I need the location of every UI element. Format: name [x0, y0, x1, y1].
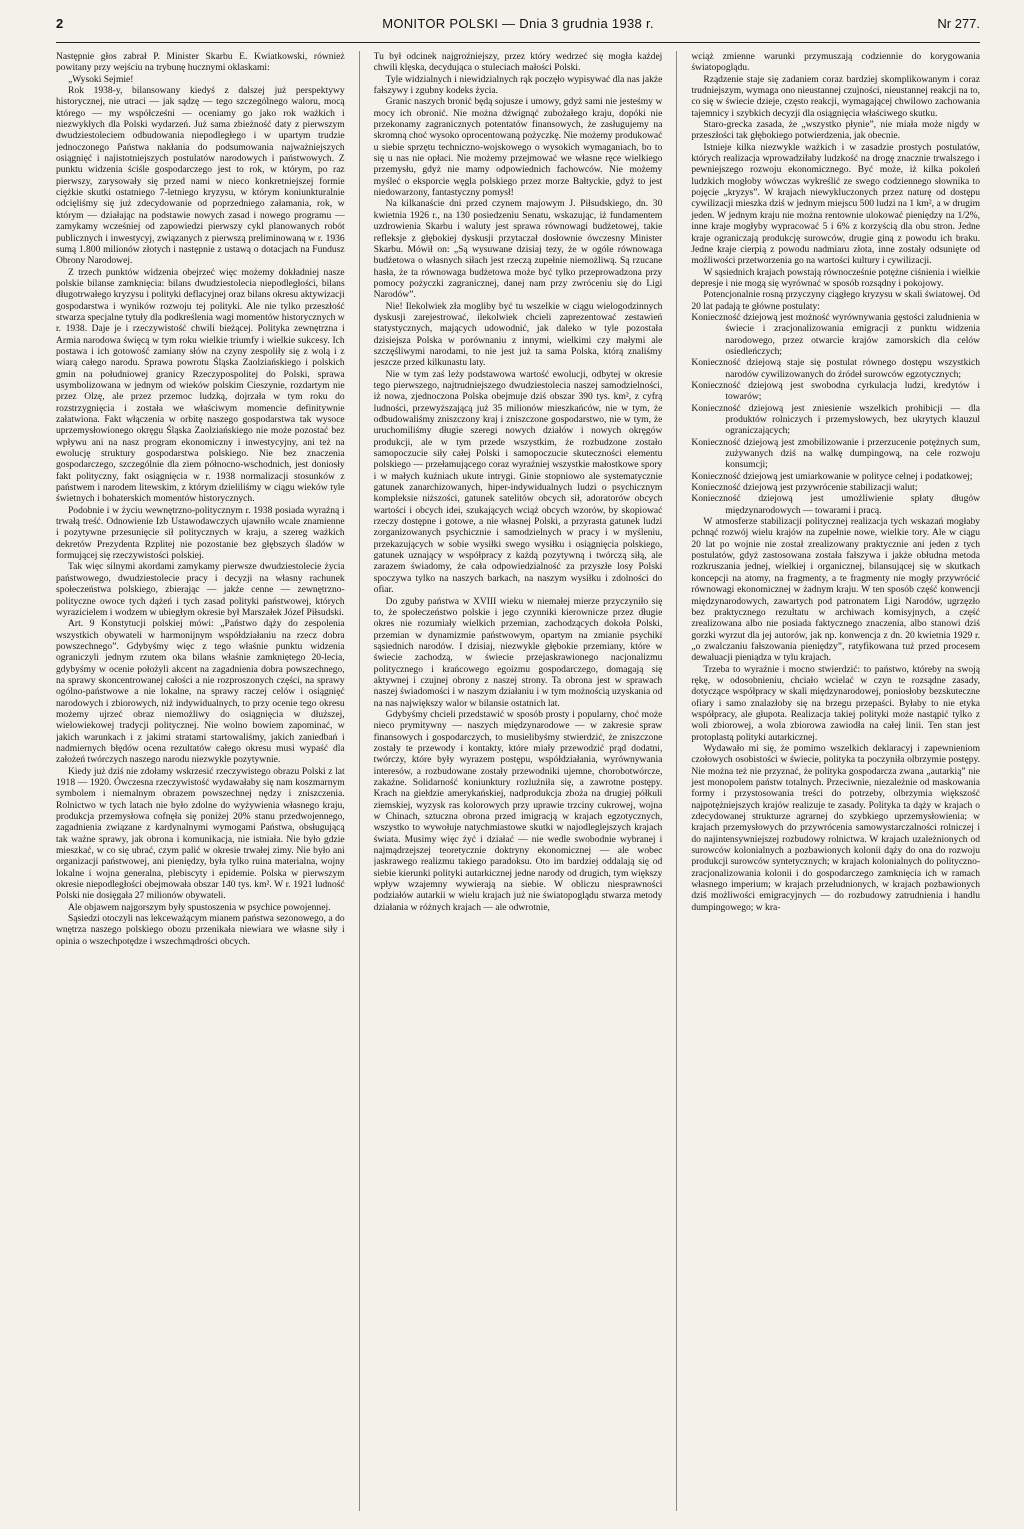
postulate-item	[691, 437, 980, 471]
postulate-text: dziejową jest możność wyrównywania gęstości zaludnienia w świecie i zracjonalizowania emigracji z punktu widzenia narodowego, przez otwarcie krajów zamorskich dla celów osiedleńczych;	[725, 311, 981, 357]
header-rule	[56, 42, 980, 43]
postulate-item	[691, 380, 980, 403]
postulate-lead: Konieczność	[691, 379, 741, 391]
column-2	[374, 51, 663, 1511]
postulate-item	[691, 403, 980, 437]
paragraph: Z trzech punktów widzenia obejrzeć więc możemy dokładniej nasze polskie bilanse zamknięcia: bilans dwudziestolecia niepodległości, bilans długotrwałego kryzysu i polityki deflacyjnej oraz bilans okresu aktywizacji gospodarstwa i wyników rozwoju tej polityki. Ale nie tylko przeszłość stwarza specjalne tytuły dla podkreślenia wagi momentów historycznych w r. 1938. Daje je i rzeczywistość chwili bieżącej. Polityka zewnętrzna i Armia narodowa święcą w tym roku wielkie triumfy i wielkie sukcesy. Ich postawa i ich gotowość zamiany słów na czyny zespoliły się z wolą i z wiarą całego narodu. Sprawa powrotu Śląska Zaolziańskiego i polskich gmin na południowej granicy Rzeczypospolitej do Polski, sprawa usymbolizowana w jednym od wieków polskim Cieszynie, rozdartym nie przez Olzę, ale przez przemoc ludzką, dojrzała w tym roku do rozstrzygnięcia i została we właściwym momencie definitywnie załatwiona. Fakt włączenia w orbitę naszego gospodarstwa tak wysoce uprzemysłowionego okręgu Śląska Zaolziańskiego nie może pozostać bez wpływu ani na nasz program ekonomiczny i inwestycyjny, ani też na ewolucję struktury gospodarstwa polskiego. Nie bez znaczenia gospodarczego, szczególnie dla ziem północno-wschodnich, jest doniosły fakt polityczny, fakt osiągnięcia w r. 1938 normalizacji stosunków z państwem i narodem litewskim, z którym dzieliliśmy w ciągu wieków tyle świetnych i bohaterskich momentów historycznych.	[56, 266, 345, 505]
postulate-text: dziejową jest zniesienie wszelkich prohibicji — dla produktów rolniczych i przemysłowych, bez ukrytych klauzul ograniczających;	[725, 402, 981, 437]
paragraph: Rządzenie staje się zadaniem coraz bardziej skomplikowanym i coraz trudniejszym, wymaga ono nieustannej czujności, nieustannej reakcji na to, co się w świecie dzieje, często reakcji, wymagającej chwilowo zachowania tajemnicy i szybkich decyzji dla osiągnięcia właściwego skutku.	[691, 73, 981, 119]
page-header	[56, 14, 980, 36]
paragraph: Art. 9 Konstytucji polskiej mówi: „Państwo dąży do zespolenia wszystkich obywateli w harmonijnym współdziałaniu na rzecz dobra powszechnego”. Gdybyśmy więc z tego właśnie punktu widzenia ograniczyli jednym rzutem oka bilans właśnie zamkniętego 20-lecia, gdybyśmy w ocenie położyli akcent na zagadnienia dobra powszechnego, na sprawy skoncentrowanej całości a nie rozproszonych części, na sprawy ogólno-państwowe a nie lokalne, na sprawy raczej celów i osiągnięć narodowych i zbiorowych, niż indywidualnych, to przy ocenie tego okresu możemy ujrzeć obraz niemożliwy do osiągnięcia w dłuższej, wielowiekowej tradycji politycznej. Nie wolno bowiem zapominać, w jakich warunkach i z jakimi stratami startowaliśmy, jakich zaniedbań i nadmiernych błędów ocena rezultatów całego okresu musi wypaść dla założeń twórczych naszego narodu niezwykle pozytywnie.	[56, 618, 345, 766]
postulate-lead: Konieczność	[691, 357, 741, 369]
postulate-lead: Konieczność	[691, 436, 741, 448]
paragraph: Potencjonalnie rosną przyczyny ciągłego kryzysu w skali światowej. Od 20 lat padają te główne postulaty:	[691, 289, 981, 312]
postulate-text: dziejową jest swobodna cyrkulacja ludzi, kredytów i towarów;	[725, 379, 981, 403]
paragraph: Następnie głos zabrał P. Minister Skarbu E. Kwiatkowski, również powitany przy wejściu na trybunę hucznymi oklaskami:	[56, 51, 345, 74]
paragraph: Podobnie i w życiu wewnętrzno-politycznym r. 1938 posiada wyraźną i trwałą treść. Odnowienie Izb Ustawodawczych ujawniło wcale znamienne i pozytywne przesunięcie sił politycznych w kraju, a szereg ważkich dekretów Prezydenta Rzplitej nie pozostanie bez głębszych śladów w formującej się rzeczywistości polskiej.	[56, 504, 345, 562]
paragraph: Nie w tym zaś leży podstawowa wartość ewolucji, odbytej w okresie tego pierwszego, najtrudniejszego dwudziestolecia naszej samodzielności, iż nowa, zjednoczona Polska obejmuje dziś obszar 390 tys. km², z cyfrą ludności, przewyższającą już 35 milionów mieszkańców, nie w tym, że odbudowaliśmy zniszczony kraj i zniszczone gospodarstwo, nie w tym, że uruchomiliśmy długie szeregi nowych działów i nowych okręgów produkcji, ale w tym przede wszystkim, że rozbudzone zostało samopoczucie siły całej Polski i samopoczucie skuteczności elementu polskiego — przełamującego coraz wyraźniej wszystkie małostkowe spory i w małych kuźniach ukute intrygi. Ginie stopniowo ale systematycznie gatunek zanarchizowanych, hiper-indywidualnych ludzi o psychicznym kompleksie niższości, gatunek satelitów obcych sił, adoratorów obcych wartości i obcych idei, szukających wciąż obcych wzorów, by skopiować rzeczy dostępne i gotowe, a nie własnej Polski, a przyrasta gatunek ludzi zorganizowanych psychicznie i samodzielnych w pracy i w myśleniu, przekazujących w sobie wysiłki swego wysiłku i osiągnięcia polskiego, gatunek uznający w współpracy z każdą pozytywną i twórczą siłą, ale zarazem świadomy, że cała odpowiedzialność za przyszłe losy Polski spoczywa tylko na naszych barkach, na naszym wysiłku i zdolności do ofiar.	[373, 368, 663, 596]
paragraph: Granic naszych bronić będą sojusze i umowy, gdyż sami nie jesteśmy w mocy ich obronić. Nie można dźwignąć zubożałego kraju, dopóki nie przekonamy zagranicznych potentatów finansowych, że zasługujemy na skromną choć wysoko oprocentowaną pożyczkę. Nie możemy produkować u siebie sprzętu techniczno-wojskowego o wysokich wymaganiach, bo to się u nas nie opłaci. Nie możemy przejmować we własne ręce wielkiego przemysłu, gdyż nie mamy odpowiednich fachowców. Nie możemy myśleć o eksporcie węgla polskiego przez morze Bałtyckie, gdyż to jest niedowarzony, fantastyczny pomysł!	[373, 96, 663, 199]
postulate-text: dziejową jest przywrócenie stabilizacji walut;	[743, 482, 918, 494]
text-columns	[56, 51, 980, 1511]
postulate-lead: Konieczność	[691, 493, 741, 505]
postulate-lead: Konieczność	[691, 482, 741, 494]
column-3	[691, 51, 980, 1511]
paragraph: Gdybyśmy chcieli przedstawić w sposób prosty i popularny, choć może nieco prymitywny — naszych międzynarodowe — w zakresie spraw finansowych i gospodarczych, to musielibyśmy stwierdzić, że zniszczone zostały te przewody i kontakty, które miały przewodzić prąd dodatni, twórczy, które były wyrazem postępu, współdziałania, wyrównywania interesów, a rozbudowane zostały przewodniki ujemne, chorobotwórcze, zakaźne. Solidarność koniunktury rozluźniła się, a zawrotne postępy. Krach na giełdzie amerykańskiej, nadprodukcja zboża na drugiej półkuli ziemskiej, wyzysk ras kolorowych przy uprawie trzciny cukrowej, wojna w Chinach, sztuczna obrona przed imigracją w krajach egzotycznych, wszystko to wywołuje natychmiastowe skutki w najodleglejszych krajach świata. Musimy więc żyć i działać — nie wedle swobodnie wybranej i najmądrzejszej teoretycznie doktryny ekonomicznej — ale wobec jaskrawego realizmu takiego paradoksu. Oto im bardziej oddalają się od siebie kierunki polityki autarkicznej jedne narody od drugich, tym większy wpływ wzajemny wywierają na siebie. W obliczu niesprawności podziałów autarkii w wielu krajach już nie światopoglądu stwarza metody działania w różnych krajach — ale odwrotnie,	[373, 708, 663, 913]
postulate-item	[691, 493, 980, 516]
paragraph: Tak więc silnymi akordami zamykamy pierwsze dwudziestolecie życia państwowego, dwudziestolecie pracy i decyzji na własny rachunek społeczeństwa polskiego, zbierając — jakże cenne — zewnętrzno-polityczne owoce tych dążeń i tych zasad polityki państwowej, których wyrazicielem i wodzem w ubiegłym okresie był Marszałek Józef Piłsudski.	[56, 561, 345, 618]
postulate-item	[691, 312, 980, 357]
masthead-title: MONITOR POLSKI — Dnia 3 grudnia 1938 r.	[382, 16, 654, 31]
column-divider	[359, 51, 360, 1511]
paragraph: Trzeba to wyraźnie i mocno stwierdzić: to państwo, któreby na swoją rękę, w odosobnieniu, chciało wcielać w czyn te rozsądne zasady, dotyczące współpracy w skali międzynarodowej, poniosłoby bezskuteczne ofiary i samo znalazłoby się na brzegu przepaści. Byłaby to nie etyka współpracy, ale głupota. Realizacja takiej polityki może nastąpić tylko z woli zbiorowej, a wola zbiorowa zawiodła na całej linii. Ten stan jest protoplastą polityki autarkicznej.	[691, 663, 981, 743]
paragraph: wciąż zmienne warunki przymuszają codziennie do korygowania światopoglądu.	[691, 51, 981, 74]
paragraph: W sąsiednich krajach powstają równocześnie potężne ciśnienia i wielkie depresje i nie mogą się wyrównać w sposób rozsądny i pokojowy.	[691, 266, 981, 289]
paragraph: W atmosferze stabilizacji politycznej realizacja tych wskazań mogłaby pchnąć rozwój wielu krajów na zupełnie nowe, wielkie tory. Ale w ciągu 20 lat po wojnie nie został zrealizowany praktycznie ani jeden z tych postulatów, gdyż zastosowana została fałszywa i jakże obłudna metoda rozkruszania jednej, wielkiej i organicznej, bilansującej się w skutkach koncepcji na atomy, na fragmenty, a te fragmenty nie mogły przywrócić równowagi ekonomicznej w żadnym kraju. W ten sposób część konwencji międzynarodowych, zawartych pod patronatem Ligi Narodów, ugrzęzło bez praktycznego rezultatu w archiwach komisyjnych, a część zrealizowana albo nie posiada faktycznego znaczenia, albo stanowi dziś gorzki wyrzut dla jej autorów, jak np. konwencja z dn. 20 kwietnia 1929 r. „o zwalczaniu fałszowania pieniędzy”, ratyfikowana tuż przed procesem dewaluacji pieniądza w tylu krajach.	[691, 516, 981, 664]
postulate-text: dziejową jest umożliwienie spłaty długów międzynarodowych — towarami i pracą.	[725, 493, 981, 516]
paragraph: Nie! Ilekolwiek zła mogliby być tu wszelkie w ciągu wielogodzinnych dyskusji zarejestrować, ilekolwiek chcieli zaprezentować zestawień statystycznych, mających udowodnić, jak daleko w tyle pozostała dzisiejsza Polska w porównaniu z innymi, wielkimi czy małymi ale szczęśliwymi narodami, to nie jest już ta sama Polska, którą znaliśmy jeszcze przed kilkunastu laty.	[373, 300, 663, 369]
postulate-item	[691, 482, 980, 493]
paragraph: Istnieje kilka niezwykle ważkich i w zasadzie prostych postulatów, których realizacja wprowadziłaby ludzkość na drogę znacznie trwalszego i pewniejszego rozwoju ekonomicznego. Być może, iż kilka pokoleń ludzkich mogłoby wówczas wykreślić ze swego codziennego słownika to pojęcie „kryzys”. W krajach niewykluczonych przez naturę od dostępu cywilizacji mieszka dziś w jednym miejscu 500 ludzi na 1 km², a w drugim jeden. W jednym kraju nie można rentownie ulokować pieniędzy na 1/2%, inne kraje mogłyby wypracować 5 i 6% z korzyścią dla obu stron. Jedne kraje ograniczają produkcję surowców, drugie giną z powodu ich braku. Jedne kraje cierpią z powodu nadmiaru złota, inne zostały odsunięte od możliwości przetworzenia go na wartości kultury i cywilizacji.	[691, 141, 981, 267]
postulate-text: dziejową jest zmobilizowanie i przerzucenie potężnych sum, zużywanych dziś na walkę dumpingową, na cele rozwoju konsumcji;	[725, 436, 981, 471]
paragraph: Sąsiedzi otoczyli nas lekceważącym mianem państwa sezonowego, a do wnętrza naszego polskiego obozu przenikała niewiara we własne siły i opinia o wszechpotędze i wszechmądrości obcych.	[56, 913, 345, 947]
column-divider	[676, 51, 677, 1511]
postulate-lead: Konieczność	[691, 470, 741, 482]
paragraph: Kiedy już dziś nie zdołamy wskrzesić rzeczywistego obrazu Polski z lat 1918 — 1920. Ówczesna rzeczywistość wydawałaby się nam koszmarnym symbolem i niemalnym obrazem powszechnej nędzy i zniszczenia. Rolnictwo w tych latach nie było zdolne do wyżywienia własnego kraju, produkcja przemysłowa cofnęła się poniżej 20% stanu przedwojennego, zagadnienia związane z kardynalnymi wymogami Państwa, obsługującą tak ważne sprawy, jak obrona i komunikacja, nie istniała. Nie było gdzie mieszkać, w co się ubrać, czym palić w okresie trwałej zimy. Nie było ani organizacji państwowej, ani pieniędzy, była tylko ruina materialna, wojny lokalne i wojna generalna, plebiscyty i epidemie. Polska w pierwszym okresie niepodległości obejmowała obszar 140 tys. km². W r. 1921 ludność Polski nie dosięgała 27 milionów obywateli.	[56, 765, 345, 902]
postulate-item	[691, 471, 980, 482]
paragraph: Tu był odcinek najgroźniejszy, przez który wedrzeć się mogła każdej chwili klęska, decydująca o stuleciach małości Polski.	[373, 51, 663, 74]
postulate-lead: Konieczność	[691, 402, 741, 414]
paragraph: Do zguby państwa w XVIII wieku w niemałej mierze przyczyniło się to, że społeczeństwo polskie i jego czynniki kierownicze przez długie okres nie rozumiały wielkich przemian, zachodzących dokoła Polski, przemian w dynamizmie państwowym, opartym na zmianie psychiki sąsiednich narodów. I dzisiaj, niezwykle głębokie przemiany, które w świecie zachodzą, w świecie przejaskrawionego nacjonalizmu politycznego i krańcowego egoizmu gospodarczego, domagają się aktywnej i czujnej obrony z naszej strony. Ta obrona jest w sprawach naszej świadomości i w naszym działaniu i w tym możnością uzyskania od na nas największy walor w bilansie ostatnich lat.	[373, 595, 663, 709]
issue-number: Nr 277.	[937, 16, 980, 31]
postulates-list	[691, 312, 980, 516]
paragraph: Rok 1938-y, bilansowany kiedyś z dalszej już perspektywy historycznej, nie utraci — jak sądzę — tego szczególnego waloru, mocą którego — my współcześni — oceniamy go jako rok ważkich i niezwykłych dla Polski wydarzeń. Już sama zbieżność daty z pierwszym dwudziestoleciem odbudowania niepodległego i w upartym trudzie jednoczonego Państwa nakłania do podsumowania najważniejszych osiągnięć i najistotniejszych postulatów narodowych i państwowych. Z punktu widzenia ściśle gospodarczego jest to rok, w którym, po raz pierwszy, zarysowały się przed nami w nieco konkretniejszej formie ciężkie skutki ostatniego 7-letniego kryzysu, w którym koniunkturalnie odcięliśmy się już zdecydowanie od poprzedniego załamania, rok, w którym — działając na podstawie nowych zasad i nowego programu — zamykamy wcześniej od zapowiedzi pierwszy cykl planowanych robót publicznych i inwestycyj, związanych z pierwszą preliminowaną w r. 1936 sumą 1.800 milionów złotych i następnie z ustawą o dotacjach na Fundusz Obrony Narodowej.	[56, 85, 345, 267]
column-1	[56, 51, 345, 1511]
postulate-lead: Konieczność	[691, 311, 741, 323]
page-number: 2	[56, 16, 64, 31]
paragraph: Tyle widzialnych i niewidzialnych rąk poczęło wypisywać dla nas jakże fałszywy i zgubny kodeks życia.	[373, 73, 663, 97]
postulate-item	[691, 357, 980, 380]
paragraph: „Wysoki Sejmie!	[68, 73, 134, 85]
paragraph: Wydawało mi się, że pomimo wszelkich deklaracyj i zapewnieniom czołowych osobistości w świecie, polityka ta poczyniła olbrzymie postępy. Nie można też nie przyznać, że polityka gospodarcza zwana „autarkią” nie jest monopolem państw totalnych. Przeciwnie, niezależnie od maskowania formy i przystosowania treści do potrzeby, olbrzymia większość najpotężniejszych krajów realizuje te zasady. Polityka ta dąży w krajach o zdecydowanej strukturze agrarnej do szybkiego uprzemysłowienia; w krajach przemysłowych do przywrócenia samowystarczalności rolniczej i do najintensywniejszej rozbudowy rolnictwa. W krajach uzależnionych od surowców kolonialnych a pozbawionych kolonii dąży do ona do rozwoju produkcji surowców syntetycznych; w krajach kolonialnych do polityczno-zracjonalizowania kolonii i do gospodarczego zamknięcia ich w ramach własnego imperium; w krajach przeludnionych, w krajach pozbawionych dziś możliwości emigracyjnych — do rozbudowy zatrudnienia i handlu dumpingowego; w kra-	[691, 742, 981, 913]
paragraph: Ale objawem najgorszym były spustoszenia w psychice powojennej.	[68, 901, 331, 913]
postulate-text: dziejową jest umiarkowanie w polityce celnej i podatkowej;	[743, 470, 973, 482]
paragraph: Na kilkanaście dni przed czynem majowym J. Piłsudskiego, dn. 30 kwietnia 1926 r., na 130 posiedzeniu Senatu, wskazując, iż fundamentem uzdrowienia Skarbu i waluty jest sprawa równowagi budżetowej, takie refleksje z głębokiej dyskusji przytaczał dosłownie ówczesny Minister Skarbu. Mówił on: „Są wysuwane dzisiaj tezy, że w ogóle równowaga budżetowa o własnych siłach jest rzeczą zupełnie niemożliwą. Są rzucane hasła, że ta równowaga budżetowa może być tylko przeprowadzona przy pomocy pożyczki zagranicznej, danej nam przy zwróceniu się do Ligi Narodów”.	[373, 198, 663, 301]
paragraph: Staro-grecka zasada, że „wszystko płynie”, nie miała może nigdy w przeszłości tak głębokiego potwierdzenia, jak obecnie.	[691, 119, 981, 142]
postulate-text: dziejową staje się postulat równego dostępu wszystkich narodów cywilizowanych do źródeł surowców egzotycznych;	[725, 357, 981, 380]
